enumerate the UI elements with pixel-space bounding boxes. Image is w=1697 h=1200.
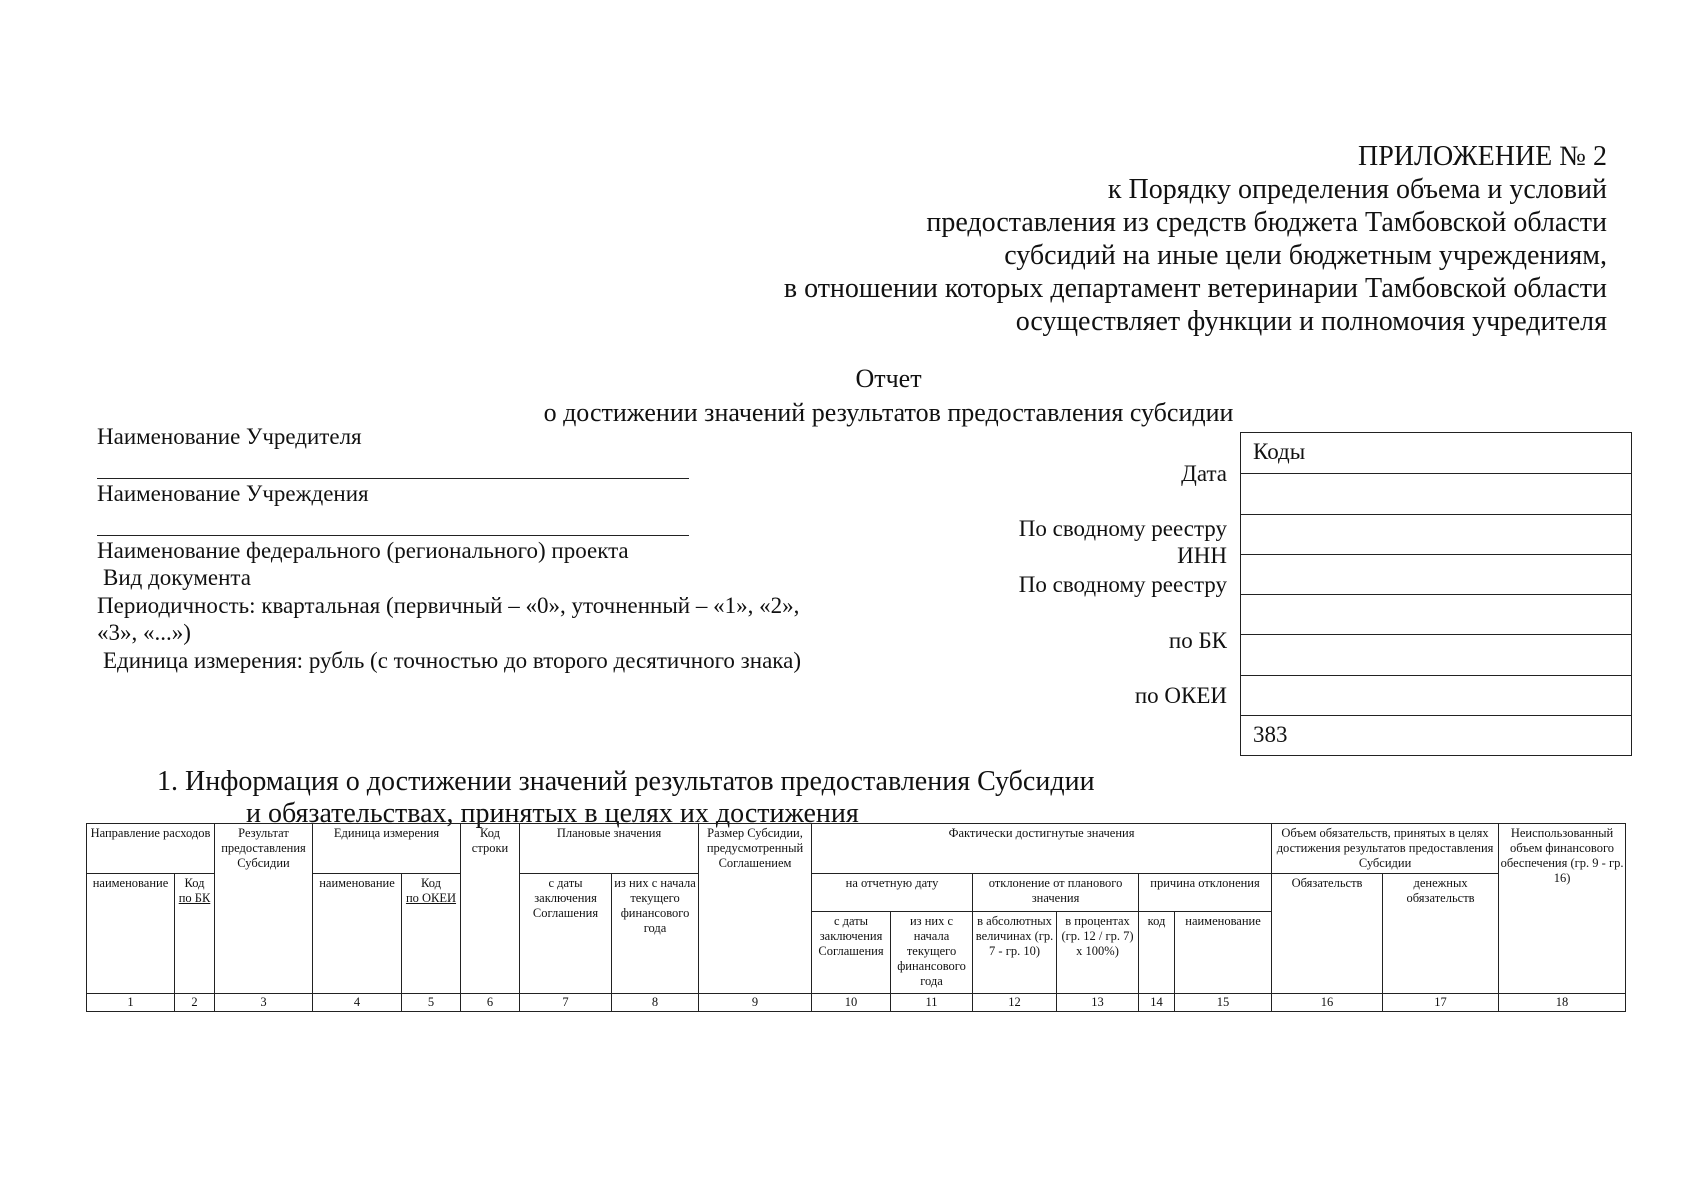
col-number: 11 [891,994,973,1012]
header-code-row: Код строки [461,824,520,994]
code-bk-label: по БК [178,891,211,905]
periodicity-label: Периодичность: квартальная (первичный – «0», уточненный – «1», «2», [97,593,800,618]
col-number: 9 [699,994,812,1012]
date-label: Дата [1181,461,1227,486]
header-act-from-year: из них с начала текущего финансового года [891,912,973,994]
header-plan-from-year: из них с начала текущего финансового года [612,874,699,994]
col-number: 15 [1175,994,1272,1012]
codes-box [1240,432,1632,756]
section-title: 1. Информация о достижении значений результатов предоставления Субсидии [157,766,1095,797]
codes-header: Коды [1253,439,1306,464]
header-monetary: денежных обязательств [1383,874,1499,994]
founder-underline [97,478,689,479]
col-number: 6 [461,994,520,1012]
periodicity-label-cont: «3», «...») [97,620,191,645]
inn-label: ИНН [1177,543,1227,568]
code-okei-label: по ОКЕИ [405,891,457,905]
header-subsidy-size: Размер Субсидии, предусмотренный Соглашением [699,824,812,994]
header-unit-code [402,874,461,994]
header-deviation: отклонение от планового значения [973,874,1139,912]
header-unused: Неиспользованный объем финансового обеспечения (гр. 9 - гр. 16) [1499,824,1626,994]
header-unit: Единица измерения [313,824,461,874]
header-reason: причина отклонения [1139,874,1272,912]
header-deviation-pct: в процентах (гр. 12 / гр. 7) х 100%) [1057,912,1139,994]
bk-label: по БК [1168,628,1227,653]
okei-label: по ОКЕИ [1134,683,1227,708]
header-planned: Плановые значения [520,824,699,874]
col-number: 5 [402,994,461,1012]
header-direction: Направление расходов [87,824,215,874]
col-number: 8 [612,994,699,1012]
unit-label: Единица измерения: рубль (с точностью до второго десятичного знака) [103,648,801,673]
column-numbers-row [87,994,1626,1012]
header-direction-code [175,874,215,994]
header-deviation-abs: в абсолютных величинах (гр. 7 - гр. 10) [973,912,1057,994]
col-number: 17 [1383,994,1499,1012]
header-direction-name: наименование [87,874,175,994]
code-label: Код [421,876,441,890]
col-number: 2 [175,994,215,1012]
header-actual: Фактически достигнутые значения [812,824,1272,874]
okei-code-cell [1241,675,1631,715]
appendix-line: в отношении которых департамент ветеринарии Тамбовской области [783,273,1607,304]
doc-type-label: Вид документа [103,565,251,590]
appendix-line: субсидий на иные цели бюджетным учреждениям, [1004,240,1607,271]
institution-underline [97,535,689,536]
registry-label: По сводному реестру [1018,516,1227,541]
appendix-line: ПРИЛОЖЕНИЕ № 2 [1358,141,1607,172]
inn-code-cell [1241,554,1631,594]
appendix-header [707,140,1607,338]
registry-code-cell-2 [1241,594,1631,634]
appendix-line: предоставления из средств бюджета Тамбовской области [926,207,1607,238]
header-unit-name: наименование [313,874,402,994]
header-reason-code: код [1139,912,1175,994]
col-number: 1 [87,994,175,1012]
section-title-cont: и обязательствах, принятых в целях их достижения [246,798,859,829]
col-number: 16 [1272,994,1383,1012]
col-number: 3 [215,994,313,1012]
registry-code-cell [1241,514,1631,554]
col-number: 14 [1139,994,1175,1012]
appendix-line: осуществляет функции и полномочия учредителя [1015,306,1607,337]
header-obl: Обязательств [1272,874,1383,994]
col-number: 10 [812,994,891,1012]
col-number: 4 [313,994,402,1012]
bk-code-cell [1241,634,1631,674]
date-code-cell [1241,473,1631,513]
col-number: 12 [973,994,1057,1012]
report-title: Отчет [855,364,922,393]
col-number: 18 [1499,994,1626,1012]
header-obligations: Объем обязательств, принятых в целях достижения результатов предоставления Субсидии [1272,824,1499,874]
institution-label: Наименование Учреждения [97,481,369,506]
results-table [86,823,1626,1012]
okei-code-value: 383 [1241,715,1631,755]
col-number: 7 [520,994,612,1012]
code-label: Код [184,876,205,890]
registry-label-2: По сводному реестру [1018,572,1227,597]
header-act-from-agreement: с даты заключения Соглашения [812,912,891,994]
founder-label: Наименование Учредителя [97,424,362,449]
header-on-report-date: на отчетную дату [812,874,973,912]
report-subtitle: о достижении значений результатов предоставления субсидии [543,398,1234,427]
header-reason-name: наименование [1175,912,1272,994]
header-plan-from-agreement: с даты заключения Соглашения [520,874,612,994]
project-label: Наименование федерального (регионального) проекта [97,538,629,563]
col-number: 13 [1057,994,1139,1012]
appendix-line: к Порядку определения объема и условий [1107,174,1607,205]
header-result: Результат предоставления Субсидии [215,824,313,994]
